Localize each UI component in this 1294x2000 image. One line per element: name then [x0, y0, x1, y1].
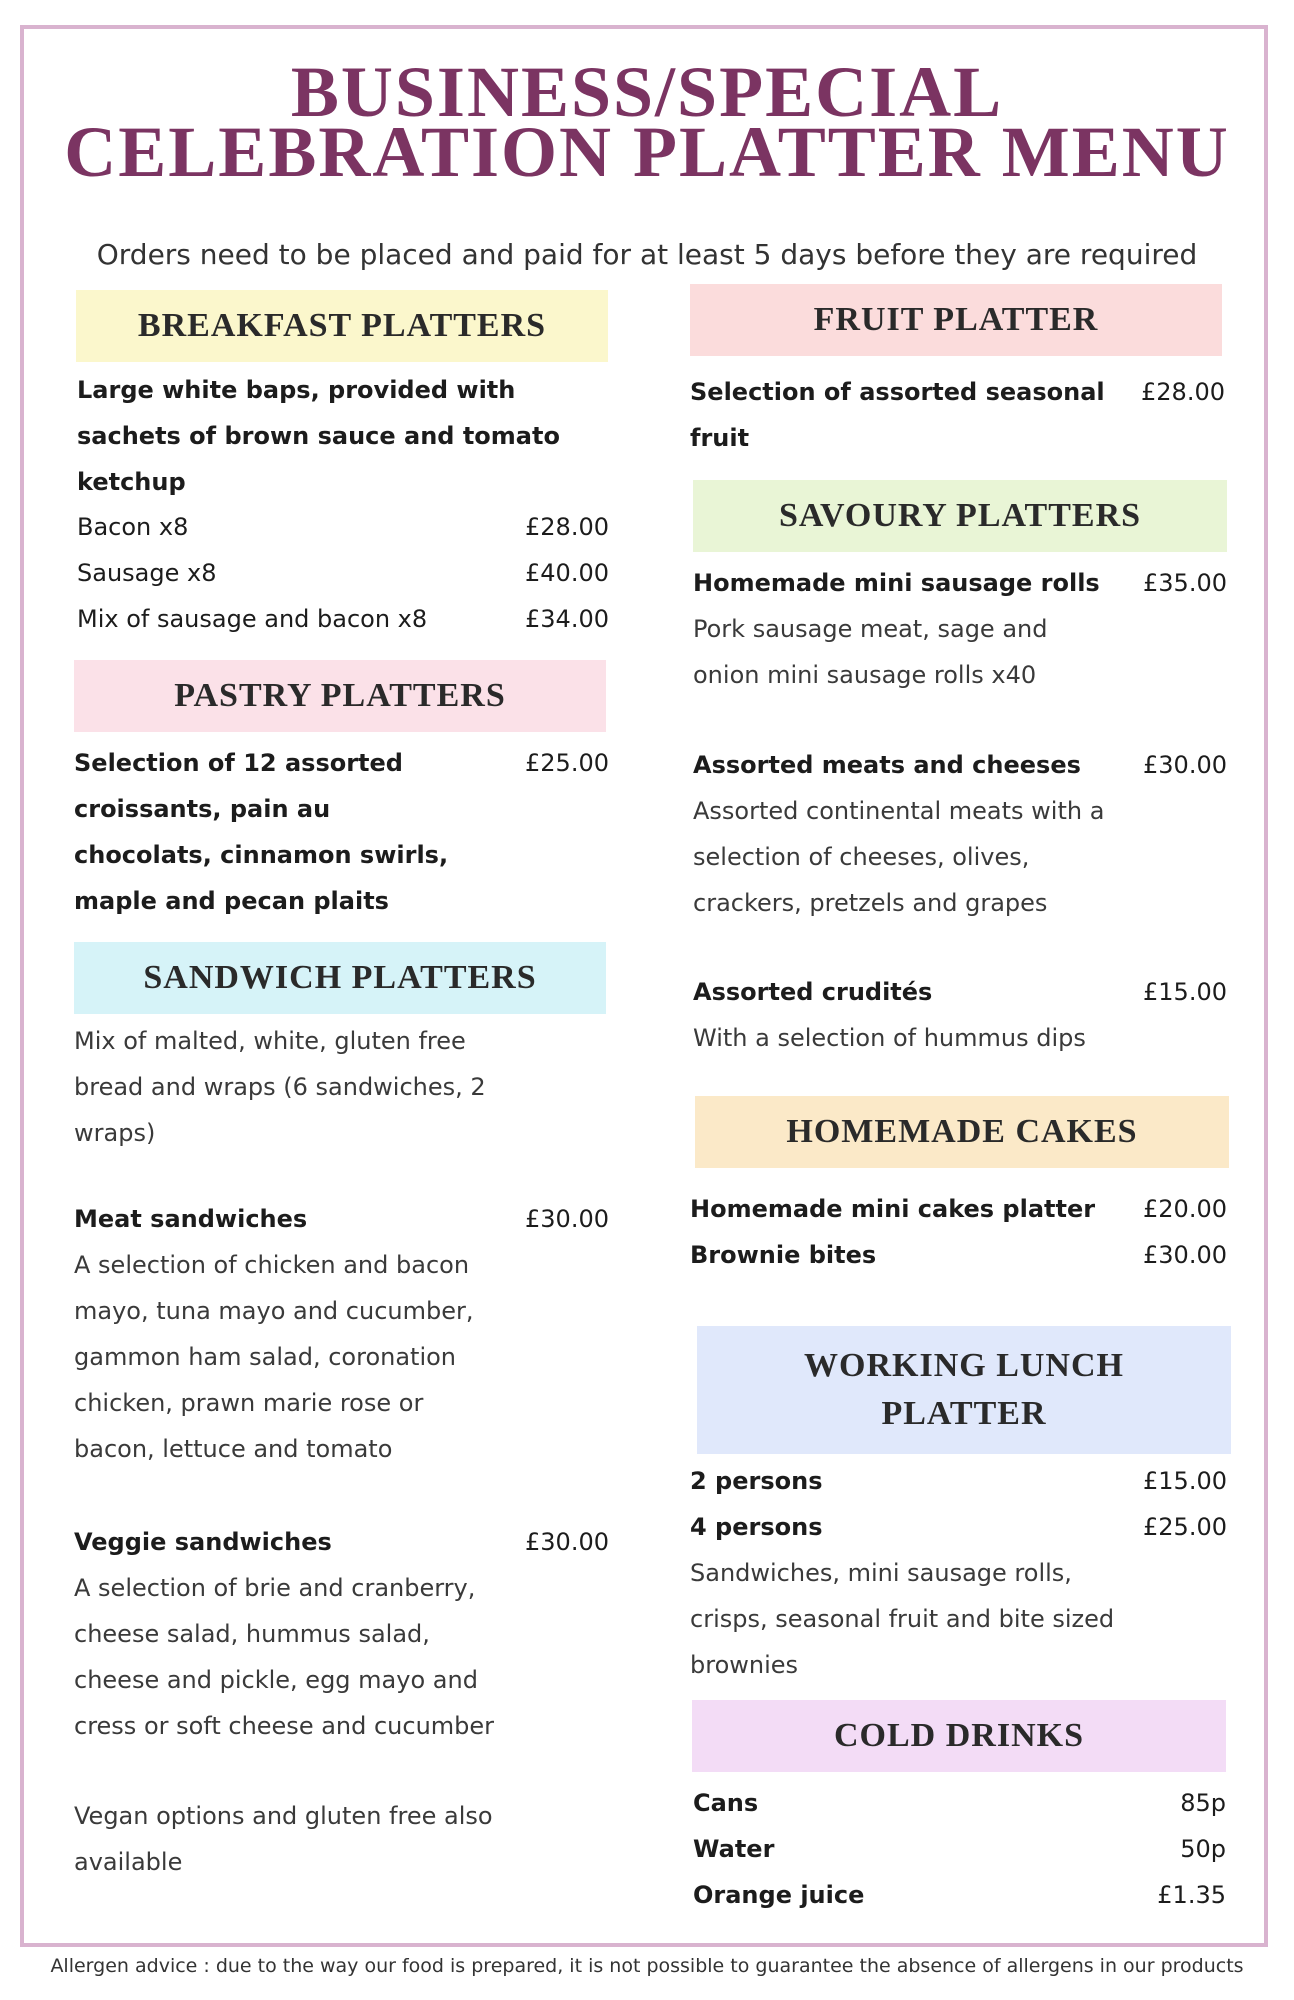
item-price: £30.00 — [1143, 751, 1227, 779]
menu-item — [693, 1780, 1226, 1826]
item-name: Meat sandwiches — [74, 1205, 308, 1233]
item-name: Selection of assorted seasonal fruit — [690, 378, 1105, 452]
cakes-heading: HOMEMADE CAKES — [695, 1096, 1229, 1168]
item-description: With a selection of hummus dips — [693, 1024, 1086, 1052]
title-line-2: CELEBRATION PLATTER MENU — [64, 112, 1230, 192]
menu-item — [693, 1872, 1226, 1918]
menu-item — [690, 369, 1225, 461]
menu-item — [690, 1232, 1227, 1278]
item-price: £1.35 — [1157, 1881, 1226, 1909]
item-name: Homemade mini sausage rolls — [693, 569, 1100, 597]
item-price: £20.00 — [1143, 1195, 1227, 1223]
title-line-1: BUSINESS/SPECIAL — [290, 52, 1004, 132]
sandwich-intro: Mix of malted, white, gluten free bread and wraps (6 sandwiches, 2 wraps) — [74, 1027, 486, 1147]
order-notice: Orders need to be placed and paid for at least 5 days before they are required — [96, 238, 1198, 271]
item-price: £15.00 — [1143, 1467, 1227, 1495]
menu-item — [693, 1826, 1226, 1872]
item-name: Water — [693, 1835, 775, 1863]
item-description: Assorted continental meats with a selection of cheeses, olives, crackers, pretzels and grapes — [693, 797, 1105, 917]
item-name: Homemade mini cakes platter — [690, 1195, 1096, 1223]
lunch-description: Sandwiches, mini sausage rolls, crisps, seasonal fruit and bite sized brownies — [690, 1559, 1115, 1679]
item-price: £28.00 — [1141, 378, 1225, 406]
item-name: 2 persons — [690, 1467, 823, 1495]
item-price: £30.00 — [525, 1528, 609, 1556]
item-name: 4 persons — [690, 1513, 823, 1541]
item-name: Sausage x8 — [77, 559, 217, 587]
menu-title — [0, 52, 1294, 192]
item-price: £15.00 — [1143, 978, 1227, 1006]
item-price: £25.00 — [525, 749, 609, 777]
item-price: £34.00 — [525, 605, 609, 633]
menu-item — [77, 550, 609, 596]
item-name: Assorted crudités — [693, 978, 933, 1006]
item-name: Orange juice — [693, 1881, 865, 1909]
item-name: Mix of sausage and bacon x8 — [77, 605, 428, 633]
menu-item — [77, 504, 609, 550]
item-name: Brownie bites — [690, 1241, 877, 1269]
lunch-heading — [697, 1326, 1231, 1454]
allergen-advice: Allergen advice : due to the way our food is prepared, it is not possible to guarantee the absence of allergens in our products — [50, 1955, 1244, 1977]
vegan-note: Vegan options and gluten free also available — [74, 1802, 493, 1876]
item-name: Bacon x8 — [77, 513, 189, 541]
item-price: £35.00 — [1143, 569, 1227, 597]
menu-item — [690, 1186, 1227, 1232]
item-description: Pork sausage meat, sage and onion mini sausage rolls x40 — [693, 615, 1048, 689]
item-name: Assorted meats and cheeses — [693, 751, 1081, 779]
drinks-heading: COLD DRINKS — [692, 1700, 1226, 1772]
item-price: £30.00 — [1143, 1241, 1227, 1269]
item-price: £25.00 — [1143, 1513, 1227, 1541]
menu-item — [74, 1519, 609, 1565]
item-price: £40.00 — [525, 559, 609, 587]
breakfast-intro: Large white baps, provided with sachets of brown sauce and tomato ketchup — [77, 376, 560, 496]
item-price: 50p — [1180, 1835, 1226, 1863]
item-description: A selection of brie and cranberry, cheese salad, hummus salad, cheese and pickle, egg mayo and cress or soft cheese and cucumber — [74, 1574, 495, 1740]
menu-item — [77, 596, 609, 642]
menu-item — [690, 1504, 1227, 1550]
menu-item — [693, 742, 1227, 788]
pastry-heading: PASTRY PLATTERS — [74, 660, 606, 732]
breakfast-heading: BREAKFAST PLATTERS — [76, 290, 608, 362]
sandwich-heading: SANDWICH PLATTERS — [74, 942, 606, 1014]
fruit-heading: FRUIT PLATTER — [690, 284, 1222, 356]
menu-item — [693, 969, 1227, 1015]
item-name: Cans — [693, 1789, 759, 1817]
item-name: Veggie sandwiches — [74, 1528, 332, 1556]
lunch-heading-line-1: WORKING LUNCH — [804, 1347, 1124, 1384]
menu-item — [74, 740, 609, 924]
item-price: 85p — [1180, 1789, 1226, 1817]
lunch-heading-line-2: PLATTER — [881, 1395, 1047, 1432]
item-name: Selection of 12 assorted croissants, pain au chocolats, cinnamon swirls, maple and pecan plaits — [74, 749, 449, 915]
menu-item — [693, 560, 1227, 606]
item-price: £30.00 — [525, 1205, 609, 1233]
savoury-heading: SAVOURY PLATTERS — [693, 480, 1227, 552]
menu-item — [690, 1458, 1227, 1504]
menu-item — [74, 1196, 609, 1242]
item-description: A selection of chicken and bacon mayo, tuna mayo and cucumber, gammon ham salad, coronation chicken, prawn marie rose or bacon, lettuce and tomato — [74, 1251, 474, 1463]
item-price: £28.00 — [525, 513, 609, 541]
